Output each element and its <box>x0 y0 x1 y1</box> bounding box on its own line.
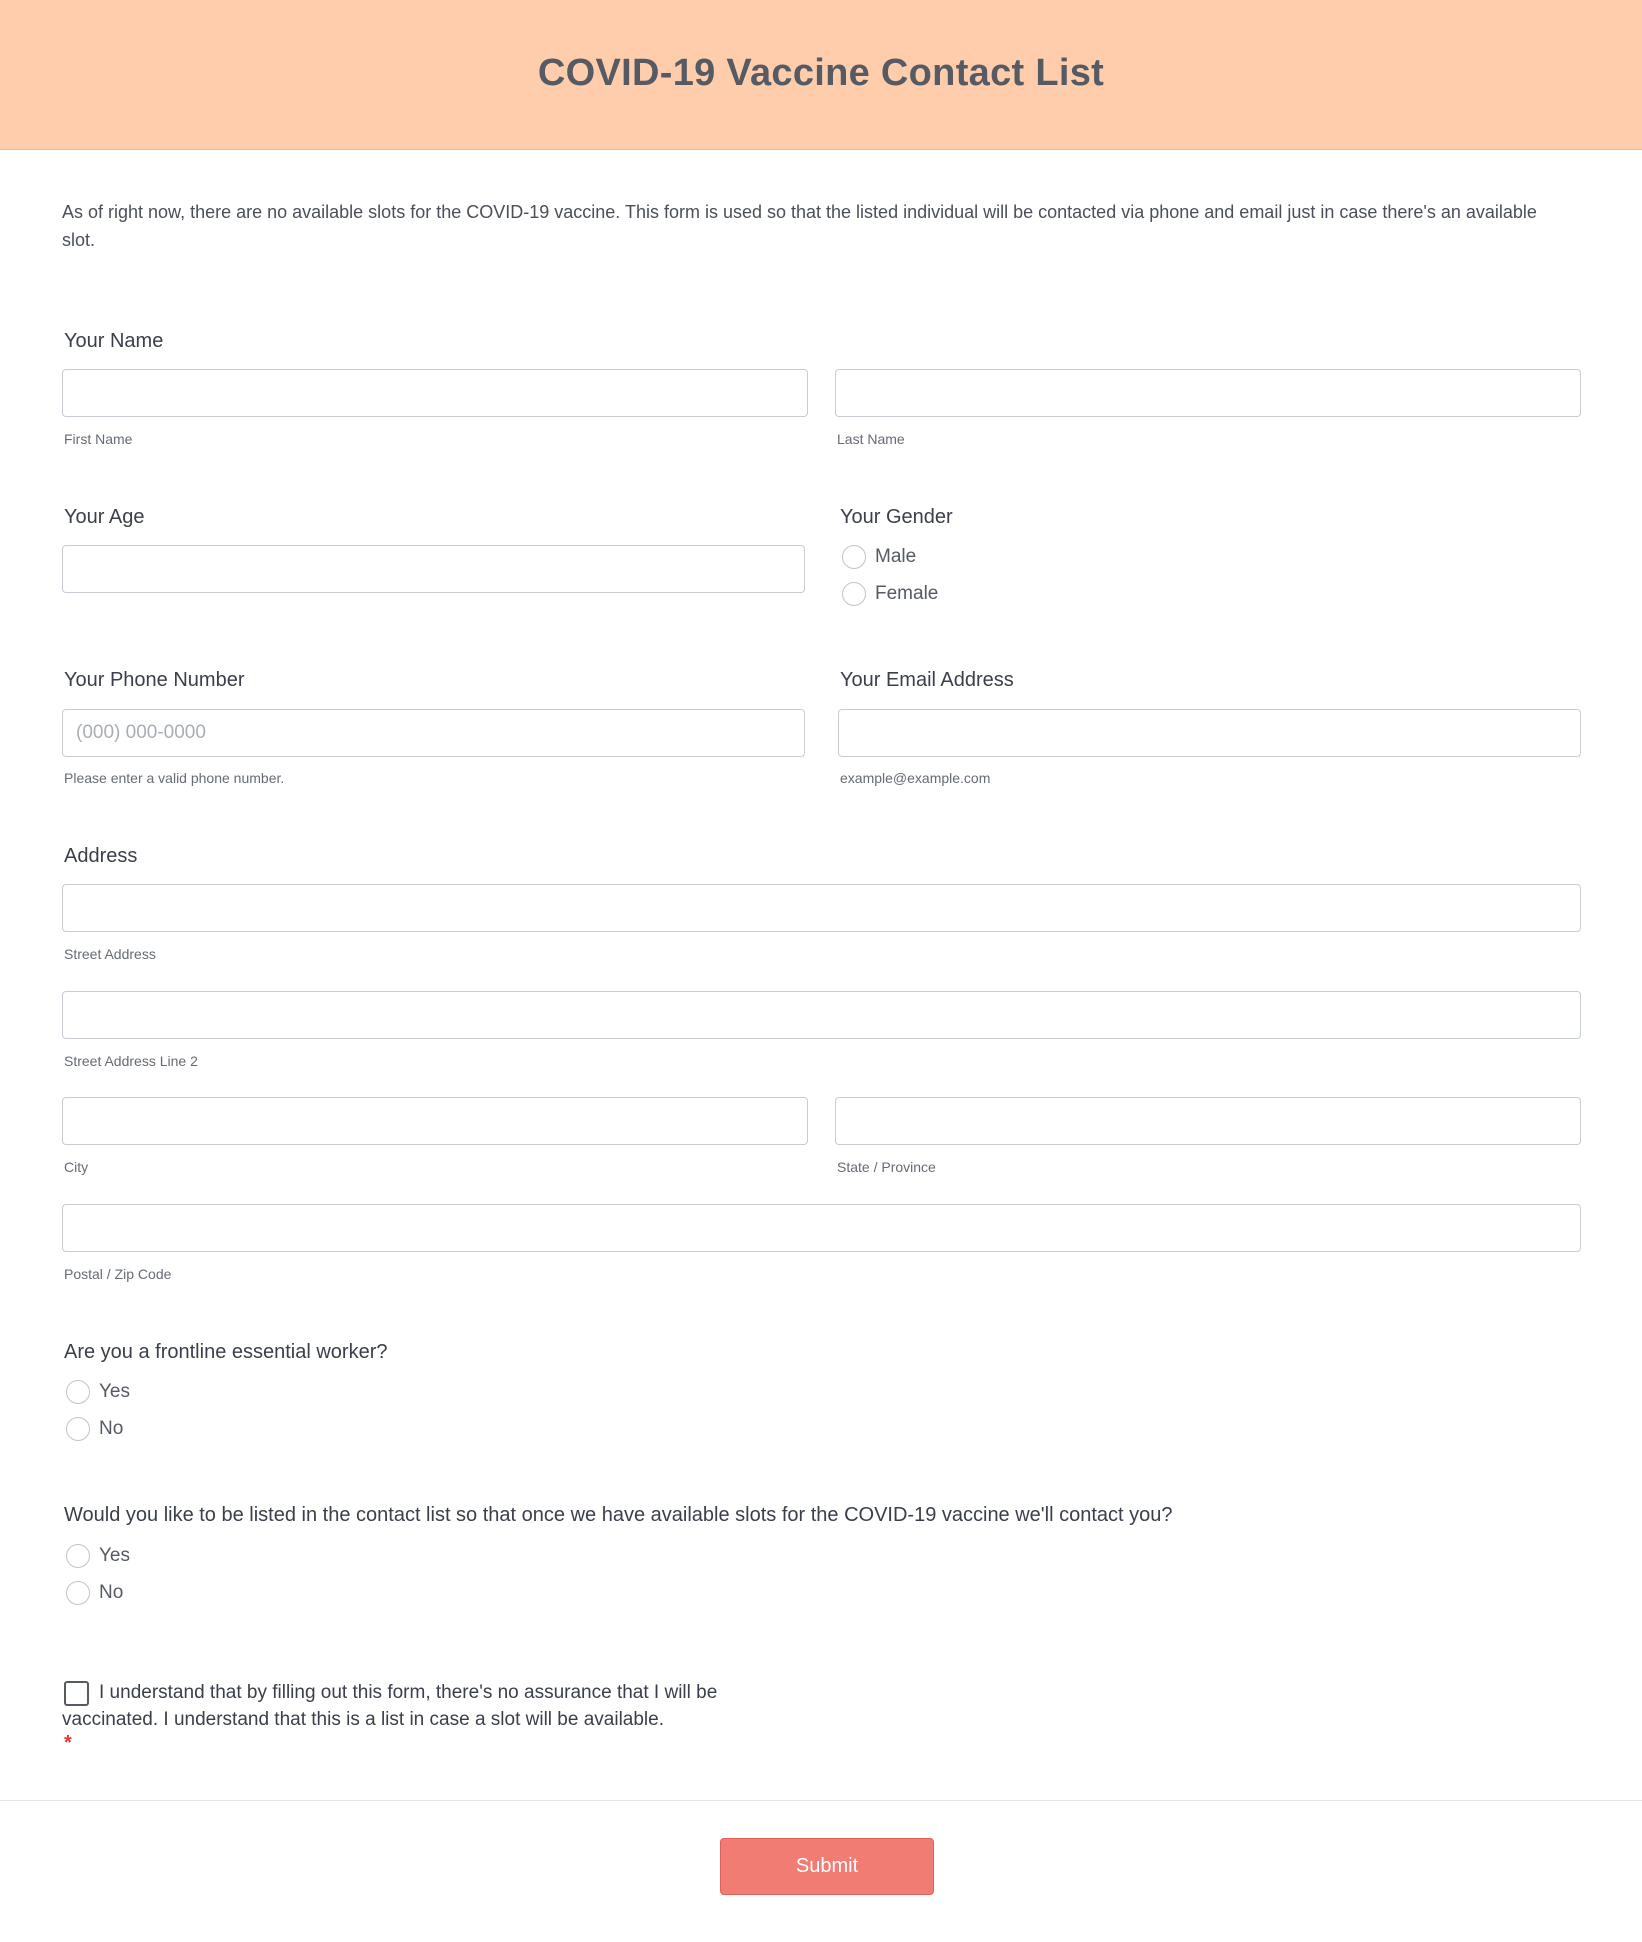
radio-label: Yes <box>99 1545 130 1566</box>
city-sublabel: City <box>64 1159 89 1175</box>
page-title: COVID-19 Vaccine Contact List <box>537 52 1105 94</box>
city-input[interactable] <box>62 1097 808 1145</box>
form-header <box>0 0 1642 150</box>
radio-button[interactable] <box>66 1380 90 1404</box>
email-label: Your Email Address <box>840 669 1014 691</box>
gender-option-male[interactable] <box>842 545 916 569</box>
last-name-input[interactable] <box>835 369 1581 417</box>
radio-label: No <box>99 1418 124 1439</box>
footer-divider <box>0 1800 1642 1801</box>
radio-label: No <box>99 1582 124 1603</box>
gender-option-female[interactable] <box>842 582 938 606</box>
frontline-option-yes[interactable] <box>66 1380 130 1404</box>
phone-input[interactable] <box>62 709 805 757</box>
submit-button[interactable]: Submit <box>720 1838 934 1895</box>
consent-text: I understand that by filling out this form, there's no assurance that I will be vaccinated. I understand that this is a list in case a slot will be available. <box>62 1682 718 1730</box>
radio-label: Yes <box>99 1381 130 1402</box>
first-name-sublabel: First Name <box>64 431 133 447</box>
form-description: As of right now, there are no available slots for the COVID-19 vaccine. This form is used so that the listed individual will be contacted via phone and email just in case there's an available slot. <box>62 202 1537 250</box>
radio-button[interactable] <box>842 582 866 606</box>
age-label: Your Age <box>64 506 145 528</box>
state-sublabel: State / Province <box>837 1159 936 1175</box>
zip-code-sublabel: Postal / Zip Code <box>64 1266 172 1282</box>
last-name-sublabel: Last Name <box>837 431 905 447</box>
consent-checkbox[interactable] <box>64 1681 89 1706</box>
required-asterisk: * <box>64 1732 72 1754</box>
radio-label: Female <box>875 583 939 604</box>
street-address-input[interactable] <box>62 884 1581 932</box>
radio-label: Male <box>875 546 917 567</box>
state-input[interactable] <box>835 1097 1581 1145</box>
age-input[interactable] <box>62 545 805 593</box>
name-label: Your Name <box>64 330 164 352</box>
radio-button[interactable] <box>66 1417 90 1441</box>
phone-sublabel: Please enter a valid phone number. <box>64 770 285 786</box>
radio-button[interactable] <box>66 1581 90 1605</box>
radio-button[interactable] <box>66 1544 90 1568</box>
listing-question: Would you like to be listed in the contact list so that once we have available slots for the COVID-19 vaccine we'll contact you? <box>64 1504 1173 1526</box>
listing-option-no[interactable] <box>66 1581 123 1605</box>
phone-label: Your Phone Number <box>64 669 245 691</box>
radio-button[interactable] <box>842 545 866 569</box>
listing-option-yes[interactable] <box>66 1544 130 1568</box>
frontline-option-no[interactable] <box>66 1417 123 1441</box>
gender-label: Your Gender <box>840 506 953 528</box>
zip-code-input[interactable] <box>62 1204 1581 1252</box>
address-label: Address <box>64 845 138 867</box>
frontline-question: Are you a frontline essential worker? <box>64 1341 388 1363</box>
email-sublabel: example@example.com <box>840 770 991 786</box>
email-input[interactable] <box>838 709 1581 757</box>
first-name-input[interactable] <box>62 369 808 417</box>
street-address-sublabel: Street Address <box>64 946 156 962</box>
street-address-line2-sublabel: Street Address Line 2 <box>64 1053 198 1069</box>
street-address-line2-input[interactable] <box>62 991 1581 1039</box>
